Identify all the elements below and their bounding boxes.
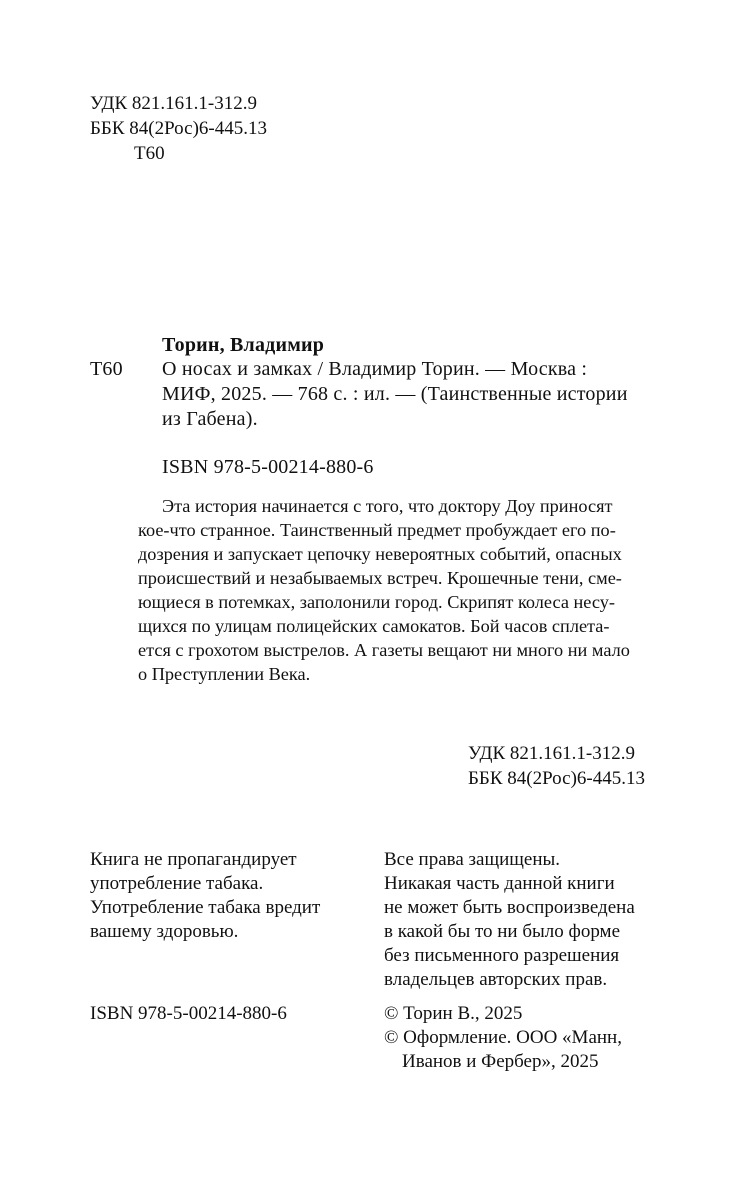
- rights-notice-line: без письменного разрешения: [384, 945, 620, 966]
- annotation-line: ется с грохотом выстрелов. А газеты вещают ни много ни мало: [138, 640, 630, 660]
- rights-notice-line: не может быть воспроизведена: [384, 897, 635, 918]
- bbk-code-top: ББК 84(2Рос)6-445.13: [90, 118, 267, 139]
- catalog-mark: Т60: [90, 358, 123, 380]
- annotation-line: щихся по улицам полицейских самокатов. Бой часов сплета-: [138, 616, 610, 636]
- copyright-design: Иванов и Фербер», 2025: [402, 1051, 599, 1072]
- tobacco-notice-line: Книга не пропагандирует: [90, 849, 297, 870]
- rights-notice-line: Все права защищены.: [384, 849, 561, 870]
- annotation-line: ющиеся в потемках, заполонили город. Скрипят колеса несу-: [138, 592, 615, 612]
- tobacco-notice-line: вашему здоровью.: [90, 921, 239, 942]
- copyright-design: © Оформление. ООО «Манн,: [384, 1027, 622, 1048]
- bbk-code-bottom: ББК 84(2Рос)6-445.13: [468, 768, 645, 789]
- udk-code-bottom: УДК 821.161.1-312.9: [468, 743, 635, 764]
- annotation-line: о Преступлении Века.: [138, 664, 311, 684]
- copyright-author: © Торин В., 2025: [384, 1003, 523, 1024]
- footer-isbn: ISBN 978-5-00214-880-6: [90, 1003, 287, 1024]
- catalog-line: из Габена).: [162, 408, 258, 430]
- rights-notice-line: владельцев авторских прав.: [384, 969, 608, 990]
- catalog-line: МИФ, 2025. — 768 с. : ил. — (Таинственные истории: [162, 383, 628, 405]
- tobacco-notice-line: Употребление табака вредит: [90, 897, 321, 918]
- catalog-author: Торин, Владимир: [162, 334, 325, 356]
- annotation-line: кое-что странное. Таинственный предмет пробуждает его по-: [138, 520, 616, 540]
- udk-code-top: УДК 821.161.1-312.9: [90, 93, 257, 114]
- rights-notice-line: в какой бы то ни было форме: [384, 921, 620, 942]
- author-mark-top: Т60: [134, 143, 165, 164]
- rights-notice-line: Никакая часть данной книги: [384, 873, 615, 894]
- catalog-line: О носах и замках / Владимир Торин. — Москва :: [162, 358, 588, 380]
- annotation-line: Эта история начинается с того, что доктору Доу приносят: [162, 496, 613, 516]
- tobacco-notice-line: употребление табака.: [90, 873, 264, 894]
- annotation-line: дозрения и запускает цепочку невероятных событий, опасных: [138, 544, 622, 564]
- catalog-isbn: ISBN 978-5-00214-880-6: [162, 456, 374, 478]
- annotation-line: происшествий и незабываемых встреч. Крошечные тени, сме-: [138, 568, 622, 588]
